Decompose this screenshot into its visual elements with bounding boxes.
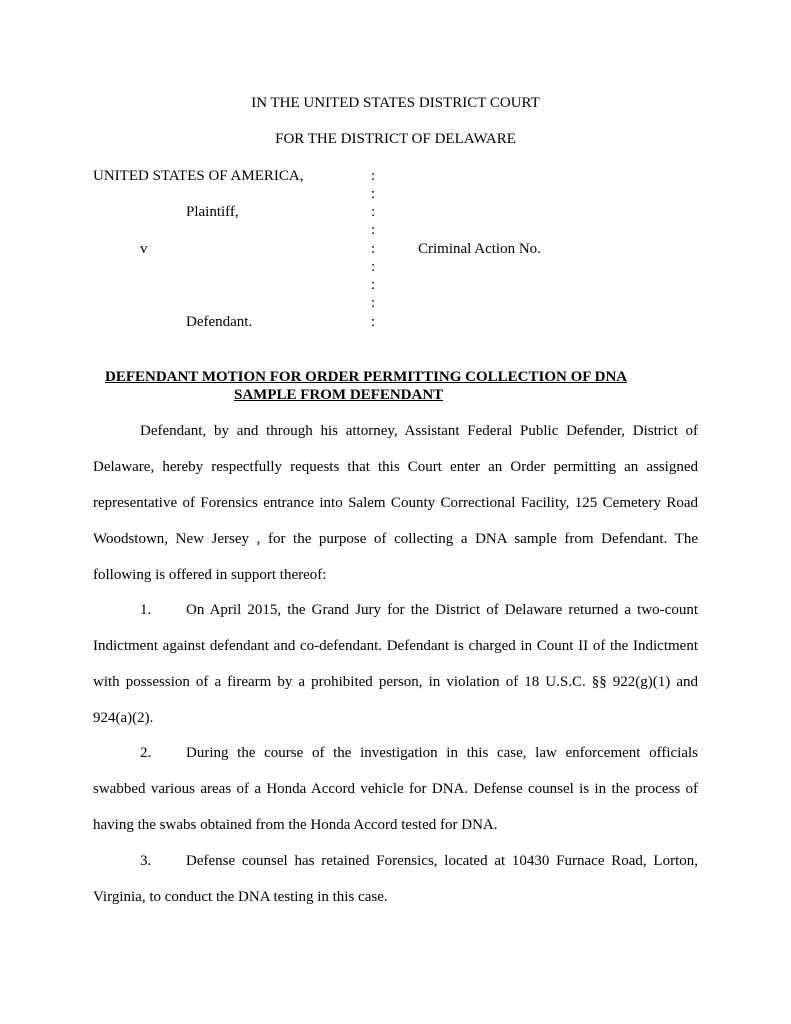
court-district: FOR THE DISTRICT OF DELAWARE — [275, 131, 516, 147]
paragraph-number: 3. — [140, 853, 152, 869]
paragraph-number: 1. — [140, 602, 152, 618]
court-name: IN THE UNITED STATES DISTRICT COURT — [251, 95, 540, 111]
caption-colon: : — [371, 314, 376, 330]
plaintiff-name: UNITED STATES OF AMERICA, — [93, 168, 304, 184]
motion-title-line1: DEFENDANT MOTION FOR ORDER PERMITTING COLLECTION OF DNA — [105, 369, 628, 385]
caption-colon: : — [371, 222, 376, 238]
paragraph-number: 2. — [140, 745, 152, 761]
caption-colon: : — [371, 259, 376, 275]
plaintiff-role: Plaintiff, — [186, 204, 239, 220]
paragraph-text: During the course of the investigation in this case, law enforcement officials swabbed various areas of a Honda Accord vehicle for DNA. Defense counsel is in the process of having the swabs obtained from the Honda Accord tested for DNA. — [93, 745, 698, 833]
intro-paragraph — [93, 413, 698, 593]
caption-colon: : — [371, 186, 376, 202]
caption-colon: : — [371, 241, 376, 257]
numbered-paragraph — [93, 843, 698, 915]
motion-title-line2: SAMPLE FROM DEFENDANT — [234, 387, 444, 403]
defendant-role: Defendant. — [186, 314, 253, 330]
criminal-action-label: Criminal Action No. — [418, 241, 541, 257]
caption-colon: : — [371, 295, 376, 311]
caption-colon: : — [371, 204, 376, 220]
caption-colon: : — [371, 168, 376, 184]
versus: v — [140, 241, 148, 257]
paragraph-text: Defense counsel has retained Forensics, located at 10430 Furnace Road, Lorton, Virginia, to conduct the DNA testing in this case. — [93, 853, 698, 905]
numbered-paragraph — [93, 592, 698, 736]
paragraph-text: On April 2015, the Grand Jury for the District of Delaware returned a two-count Indictment against defendant and co-defendant. Defendant is charged in Count II of the Indictment with possession of a firearm by a prohibited person, in violation of 18 U.S.C. §§ 922(g)(1) and 924(a)(2). — [93, 602, 698, 726]
caption-colon: : — [371, 277, 376, 293]
numbered-paragraph — [93, 735, 698, 843]
intro-text: Defendant, by and through his attorney, Assistant Federal Public Defender, District of Delaware, hereby respectfully requests that this Court enter an Order permitting an assigned representative of Forensics entrance into Salem County Correctional Facility, 125 Cemetery Road Woodstown, New Jersey , for the purpose of collecting a DNA sample from Defendant. The following is offered in support thereof: — [93, 423, 698, 583]
